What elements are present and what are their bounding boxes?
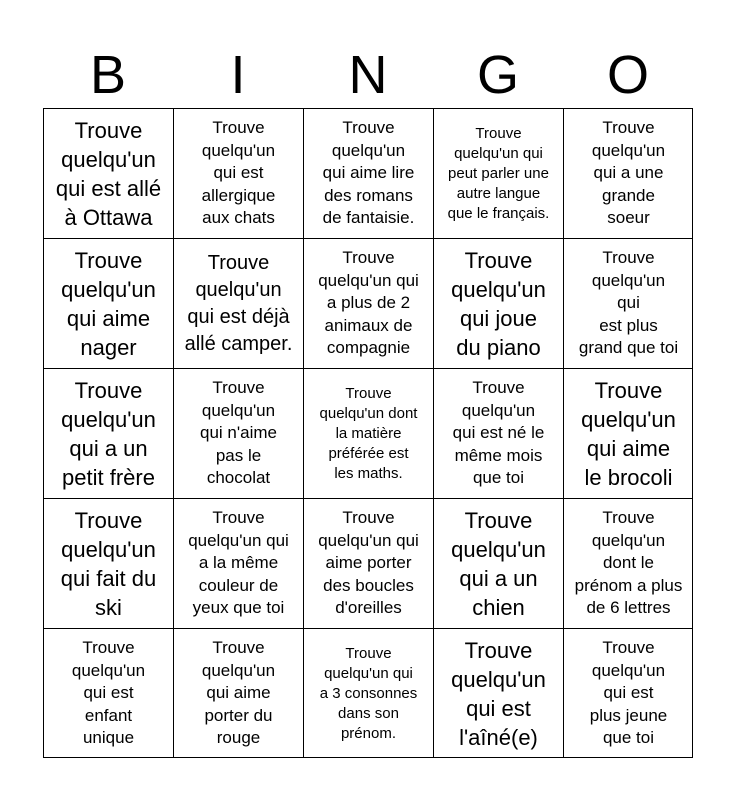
bingo-cell: Trouve quelqu'un qui a une grande soeur — [563, 108, 693, 238]
bingo-cell: Trouve quelqu'un qui a un chien — [433, 498, 563, 628]
bingo-cell: Trouve quelqu'un qui est plus jeune que toi — [563, 628, 693, 758]
bingo-cell: Trouve quelqu'un qui est allé à Ottawa — [43, 108, 173, 238]
header-letter-b: B — [89, 45, 127, 105]
bingo-cell: Trouve quelqu'un qui peut parler une autre langue que le français. — [433, 108, 563, 238]
header-letter-n: N — [348, 45, 388, 105]
bingo-cell: Trouve quelqu'un qui aime porter des boucles d'oreilles — [303, 498, 433, 628]
bingo-cell: Trouve quelqu'un qui n'aime pas le chocolat — [173, 368, 303, 498]
bingo-cell: Trouve quelqu'un qui a un petit frère — [43, 368, 173, 498]
bingo-cell: Trouve quelqu'un dont le prénom a plus de 6 lettres — [563, 498, 693, 628]
header-letter-o: O — [606, 45, 649, 105]
bingo-cell: Trouve quelqu'un qui est enfant unique — [43, 628, 173, 758]
bingo-cell: Trouve quelqu'un qui est l'aîné(e) — [433, 628, 563, 758]
bingo-cell: Trouve quelqu'un qui a la même couleur de yeux que toi — [173, 498, 303, 628]
bingo-cell: Trouve quelqu'un qui a 3 consonnes dans son prénom. — [303, 628, 433, 758]
bingo-cell: Trouve quelqu'un qui est allergique aux chats — [173, 108, 303, 238]
bingo-cell: Trouve quelqu'un qui est déjà allé camper. — [173, 238, 303, 368]
bingo-header — [43, 42, 693, 108]
bingo-card-grid — [43, 108, 693, 758]
header-letter-i: I — [230, 45, 246, 105]
bingo-cell: Trouve quelqu'un qui a plus de 2 animaux de compagnie — [303, 238, 433, 368]
bingo-cell: Trouve quelqu'un qui aime nager — [43, 238, 173, 368]
bingo-cell: Trouve quelqu'un qui est plus grand que toi — [563, 238, 693, 368]
bingo-cell: Trouve quelqu'un qui aime lire des romans de fantaisie. — [303, 108, 433, 238]
bingo-cell: Trouve quelqu'un dont la matière préférée est les maths. — [303, 368, 433, 498]
header-letter-g: G — [476, 45, 519, 105]
bingo-cell: Trouve quelqu'un qui fait du ski — [43, 498, 173, 628]
bingo-cell: Trouve quelqu'un qui aime le brocoli — [563, 368, 693, 498]
bingo-cell: Trouve quelqu'un qui joue du piano — [433, 238, 563, 368]
bingo-cell: Trouve quelqu'un qui est né le même mois que toi — [433, 368, 563, 498]
bingo-cell: Trouve quelqu'un qui aime porter du rouge — [173, 628, 303, 758]
